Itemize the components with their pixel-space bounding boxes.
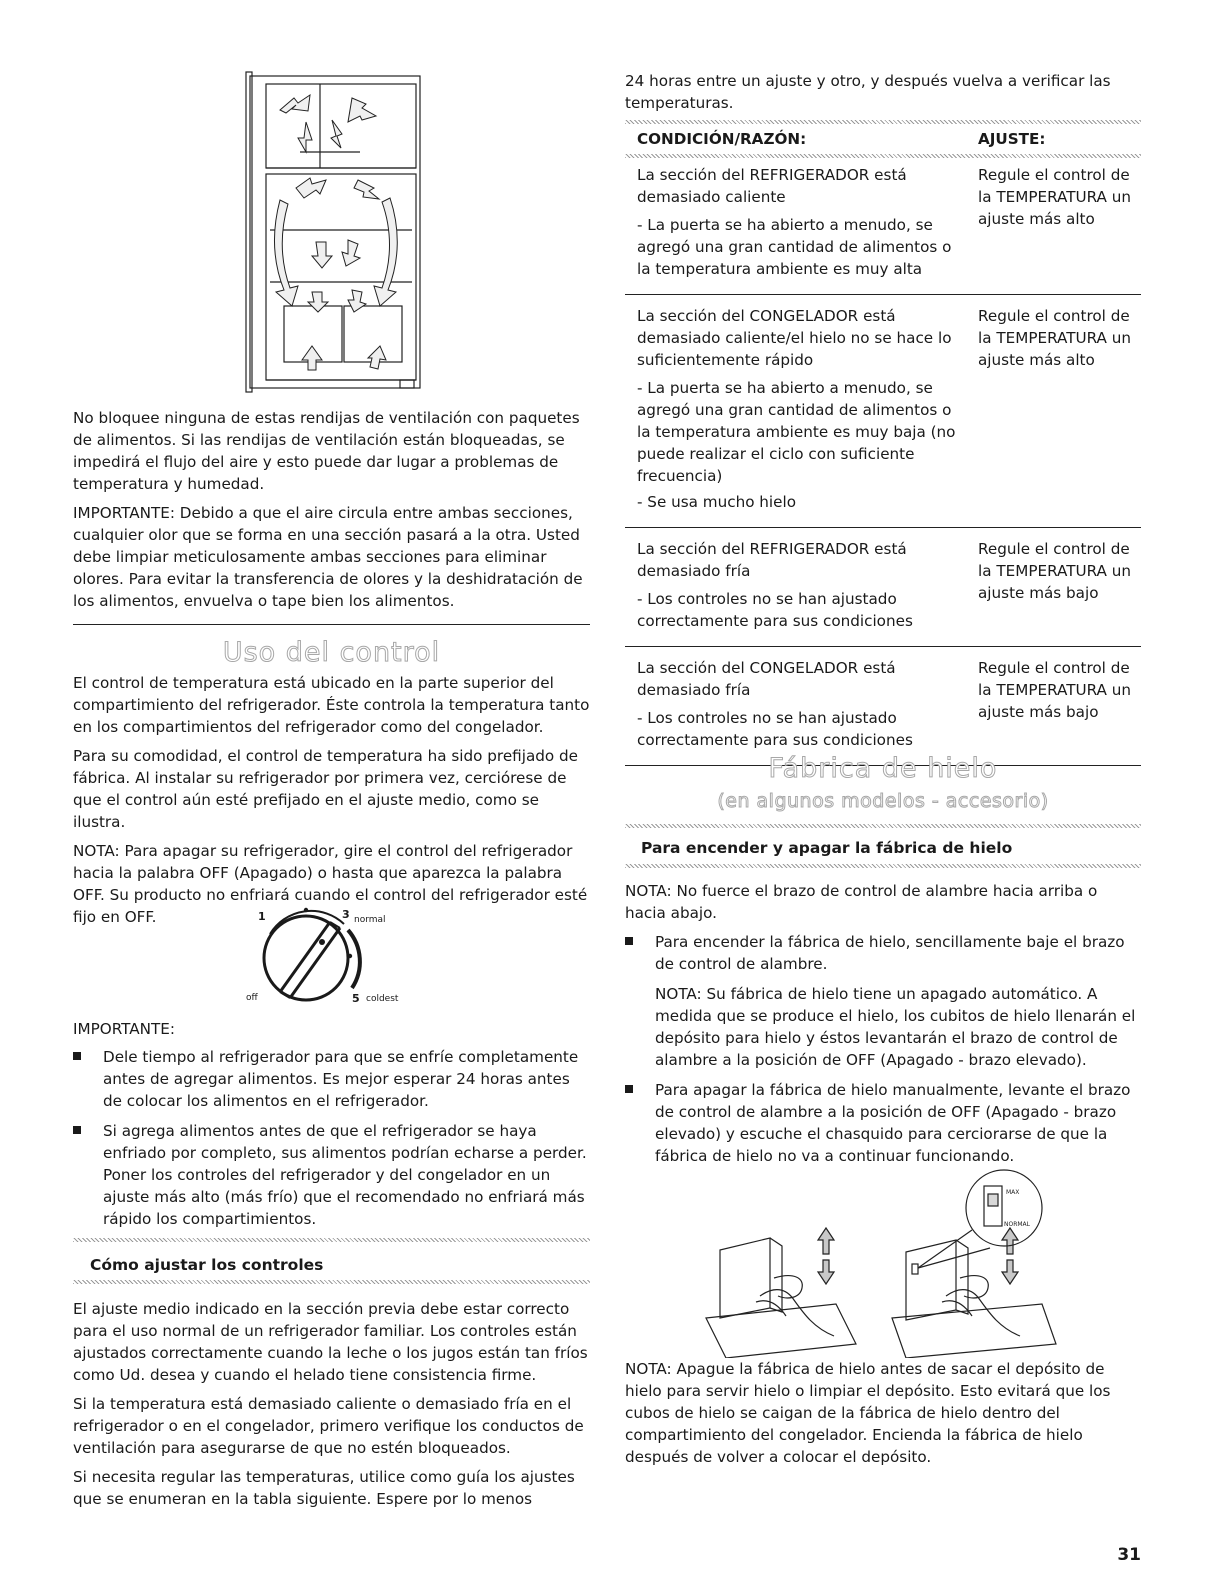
ice-note-2-text: Apague la fábrica de hielo antes de sacar el depósito de hielo para servir hielo o limpiar el depósito. Esto evitará que los cubos de hielo se caigan de la fábrica de hielo dentro del compartimiento del congelador. Encienda la fábrica de hielo después de volver a colocar el depósito. — [625, 1360, 1111, 1466]
hatch-divider — [625, 824, 1141, 828]
ice-note-2 — [625, 1358, 1141, 1468]
table-header-condition: CONDICIÓN/RAZÓN: — [637, 130, 807, 148]
adjust-paragraph-1: El ajuste medio indicado en la sección previa debe estar correcto para el uso normal de un refrigerador familiar. Los controles están ajustados correctamente cuando la leche o los jugos están tan fríos como Ud. desea y cuando el helado tiene consistencia firme. — [73, 1300, 588, 1384]
ice-note-1 — [625, 880, 1141, 924]
ice-maker-arm-illustration — [700, 1168, 1060, 1358]
condition-text: La sección del CONGELADOR está demasiado fría — [637, 659, 896, 699]
adjust-paragraph-2: Si la temperatura está demasiado caliente o demasiado fría en el refrigerador o en el congelador, primero verifique los conductos de ventilación para asegurarse de que no estén bloqueados. — [73, 1395, 584, 1457]
table-row — [625, 647, 1141, 766]
condition-text: La sección del REFRIGERADOR está demasiado fría — [637, 540, 907, 580]
adjust-heading: Cómo ajustar los controles — [90, 1256, 324, 1274]
continuation-paragraph: 24 horas entre un ajuste y otro, y después vuelva a verificar las temperaturas. — [625, 72, 1111, 112]
table-row — [625, 154, 1141, 295]
adjustment-table — [625, 124, 1141, 766]
dial-label-normal: normal — [354, 915, 386, 925]
condition-note: - La puerta se ha abierto a menudo, se agregó una gran cantidad de alimentos o la temperatura ambiente es muy alta — [637, 216, 952, 278]
table-row — [625, 295, 1141, 528]
table-row — [625, 528, 1141, 647]
condition-note: - Los controles no se han ajustado correctamente para sus condiciones — [637, 709, 913, 749]
adjust-paragraph-3: Si necesita regular las temperaturas, utilice como guía los ajustes que se enumeran en la tabla siguiente. Espere por lo menos — [73, 1468, 575, 1508]
control-heading: Uso del control — [222, 637, 441, 668]
condition-text: La sección del CONGELADOR está demasiado caliente/el hielo no se hace lo suficientemente rápido — [637, 307, 952, 369]
ice-bullet-1-note-text: Su fábrica de hielo tiene un apagado automático. A medida que se produce el hielo, los cubitos de hielo llenarán el depósito para hielo y éstos levantarán el brazo de control de alambre a la posición de OFF (Apagado - brazo elevado). — [655, 985, 1136, 1069]
condition-note: - La puerta se ha abierto a menudo, se agregó una gran cantidad de alimentos o la temperatura ambiente es muy baja (no puede realizar el ciclo con suficiente frecuencia) — [637, 379, 956, 485]
list-item: Para apagar la fábrica de hielo manualmente, levante el brazo de control de alambre a la posición de OFF (Apagado - brazo elevado) y escuche el chasquido para cerciorarse de que la fábrica de hielo no va a continuar funcionando. — [625, 1079, 1141, 1167]
ice-onoff-heading: Para encender y apagar la fábrica de hielo — [641, 839, 1013, 857]
ice-bullet-list — [625, 931, 1141, 1167]
temperature-dial-illustration — [240, 900, 420, 1012]
page-number: 31 — [1117, 1545, 1141, 1565]
off-note-label: NOTA: — [73, 842, 120, 860]
off-note-text: Para apagar su refrigerador, gire el control del refrigerador hacia la palabra OFF (Apagado) o hasta que aparezca la palabra OFF. Su producto no enfriará cuando el control del refrigerador esté fijo en OFF. — [73, 842, 588, 926]
section-divider — [73, 624, 590, 625]
control-paragraph-2: Para su comodidad, el control de temperatura ha sido prefijado de fábrica. Al instalar su refrigerador por primera vez, cerciórese de que el control aún esté prefijado en el ajuste medio, como se ilustra. — [73, 747, 579, 831]
important-bullet-list — [73, 1046, 590, 1230]
switch-normal-label: NORMAL — [1004, 1221, 1031, 1228]
ice-note-1-label: NOTA: — [625, 882, 672, 900]
table-header-adjust: AJUSTE: — [978, 130, 1046, 148]
ice-maker-subheading: (en algunos modelos - accesorio) — [717, 790, 1049, 812]
ice-bullet-1-note — [655, 983, 1141, 1071]
list-item: Si agrega alimentos antes de que el refrigerador se haya enfriado por completo, sus alimentos podrían echarse a perder. Poner los controles del refrigerador y del congelador en un ajuste más alto (más frío) que el recomendado no enfriará más rápido los compartimientos. — [73, 1120, 590, 1230]
adjust-text: Regule el control de la TEMPERATURA un ajuste más alto — [978, 166, 1132, 228]
hatch-divider — [625, 864, 1141, 868]
dial-label-off: off — [246, 993, 258, 1003]
vents-paragraph: No bloquee ninguna de estas rendijas de ventilación con paquetes de alimentos. Si las rendijas de ventilación están bloqueadas, se impedirá el flujo del aire y esto puede dar lugar a problemas de temperatura y humedad. — [73, 409, 580, 493]
condition-note: - Los controles no se han ajustado correctamente para sus condiciones — [637, 590, 913, 630]
ice-note-2-label: NOTA: — [625, 1360, 672, 1378]
condition-text: La sección del REFRIGERADOR está demasiado caliente — [637, 166, 907, 206]
ice-maker-heading: Fábrica de hielo — [768, 753, 998, 784]
condition-note: - Se usa mucho hielo — [637, 493, 797, 511]
dial-label-coldest: coldest — [366, 994, 399, 1004]
adjust-text: Regule el control de la TEMPERATURA un ajuste más bajo — [978, 540, 1132, 602]
control-paragraph-1: El control de temperatura está ubicado en la parte superior del compartimiento del refrigerador. Éste controla la temperatura tanto en los compartimientos del refrigerador como del congelador. — [73, 674, 590, 736]
hatch-divider — [73, 1238, 590, 1242]
important-odor-text: Debido a que el aire circula entre ambas secciones, cualquier olor que se forma en una sección pasará a la otra. Usted debe limpiar meticulosamente ambas secciones para eliminar olores. Para evitar la transferencia de olores y la deshidratación de los alimentos, envuelva o tape bien los alimentos. — [73, 504, 583, 610]
list-item: Dele tiempo al refrigerador para que se enfríe completamente antes de agregar alimentos. Es mejor esperar 24 horas antes de colocar los alimentos en el refrigerador. — [73, 1046, 590, 1112]
important-odor-label: IMPORTANTE: — [73, 504, 175, 522]
important-label: IMPORTANTE: — [73, 1020, 175, 1038]
important-odor-paragraph — [73, 502, 590, 612]
refrigerator-airflow-illustration — [240, 70, 426, 400]
dial-label-5: 5 — [352, 992, 360, 1005]
hatch-divider — [73, 1280, 590, 1284]
adjust-text: Regule el control de la TEMPERATURA un ajuste más alto — [978, 307, 1132, 369]
ice-bullet-1: Para encender la fábrica de hielo, sencillamente baje el brazo de control de alambre. — [655, 933, 1125, 973]
switch-max-label: MAX — [1006, 1189, 1020, 1196]
dial-label-3: 3 — [342, 908, 350, 921]
ice-bullet-1-note-label: NOTA: — [655, 985, 702, 1003]
ice-note-1-text: No fuerce el brazo de control de alambre hacia arriba o hacia abajo. — [625, 882, 1098, 922]
adjust-text: Regule el control de la TEMPERATURA un ajuste más bajo — [978, 659, 1132, 721]
dial-label-1: 1 — [258, 910, 266, 923]
list-item — [625, 931, 1141, 1071]
